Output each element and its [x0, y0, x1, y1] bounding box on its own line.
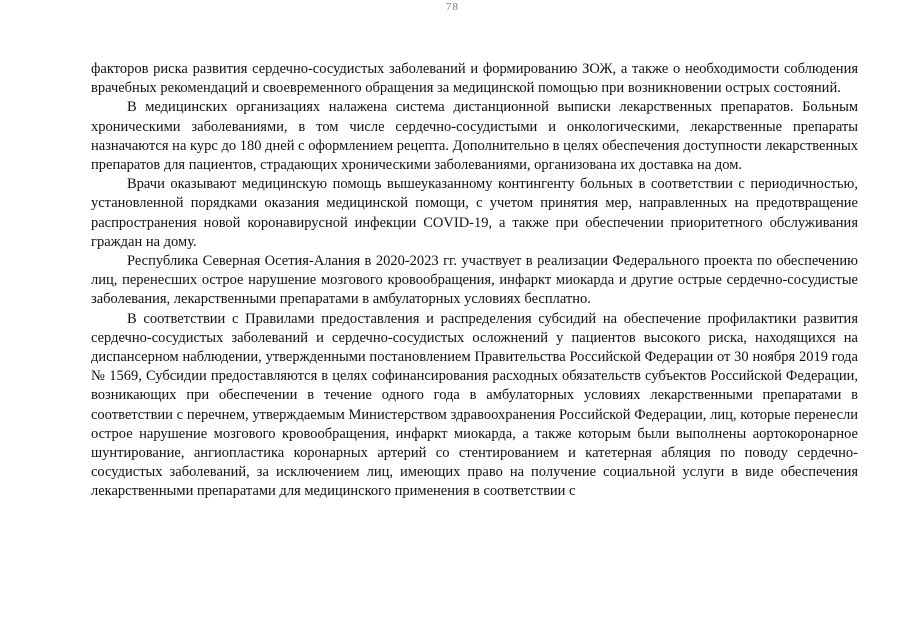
- paragraph-continued: факторов риска развития сердечно-сосудистых заболеваний и формированию ЗОЖ, а также о необходимости соблюдения врачебных рекомендаций и своевременного обращения за медицинской помощью при возникновении острых состояний.: [91, 61, 858, 97]
- document-body: [91, 60, 858, 502]
- page-number: 78: [446, 1, 459, 13]
- paragraph-subsidy-rules: В соответствии с Правилами предоставления и распределения субсидий на обеспечение профилактики развития сердечно-сосудистых заболеваний и сердечно-сосудистых осложнений у пациентов высокого риска, находящихся на диспансерном наблюдении, утвержденными постановлением Правительства Российской Федерации от 30 ноября 2019 года № 1569, Субсидии предоставляются в целях софинансирования расходных обязательств субъектов Российской Федерации, возникающих при обеспечении в течение одного года в амбулаторных условиях лекарственными препаратами в соответствии с перечнем, утверждаемым Министерством здравоохранения Российской Федерации, лиц, которые перенесли острое нарушение мозгового кровообращения, инфаркт миокарда, а также которым были выполнены аортокоронарное шунтирование, ангиопластика коронарных артерий со стентированием и катетерная абляция по поводу сердечно-сосудистых заболеваний, за исключением лиц, имеющих право на получение социальной услуги в виде обеспечения лекарственными препаратами для медицинского применения в соответствии с: [91, 310, 858, 500]
- paragraph-remote-prescriptions: В медицинских организациях налажена система дистанционной выписки лекарственных препаратов. Больным хроническими заболеваниями, в том числе сердечно-сосудистыми и онкологическими, лекарственные препараты назначаются на курс до 180 дней с оформлением рецепта. Дополнительно в целях обеспечения доступности лекарственных препаратов для пациентов, страдающих хроническими заболеваниями, организована их доставка на дом.: [91, 99, 858, 174]
- paragraph-doctors-care: Врачи оказывают медицинскую помощь вышеуказанному контингенту больных в соответствии с периодичностью, установленной порядками оказания медицинской помощи, с учетом принятия мер, направленных на предотвращение распространения новой коронавирусной инфекции COVID-19, а также при обеспечении приоритетного обслуживания граждан на дому.: [91, 176, 858, 250]
- paragraph-federal-project: Республика Северная Осетия-Алания в 2020-2023 гг. участвует в реализации Федерального проекта по обеспечению лиц, перенесших острое нарушение мозгового кровообращения, инфаркт миокарда и другие острые сердечно-сосудистые заболевания, лекарственными препаратами в амбулаторных условиях бесплатно.: [91, 253, 858, 308]
